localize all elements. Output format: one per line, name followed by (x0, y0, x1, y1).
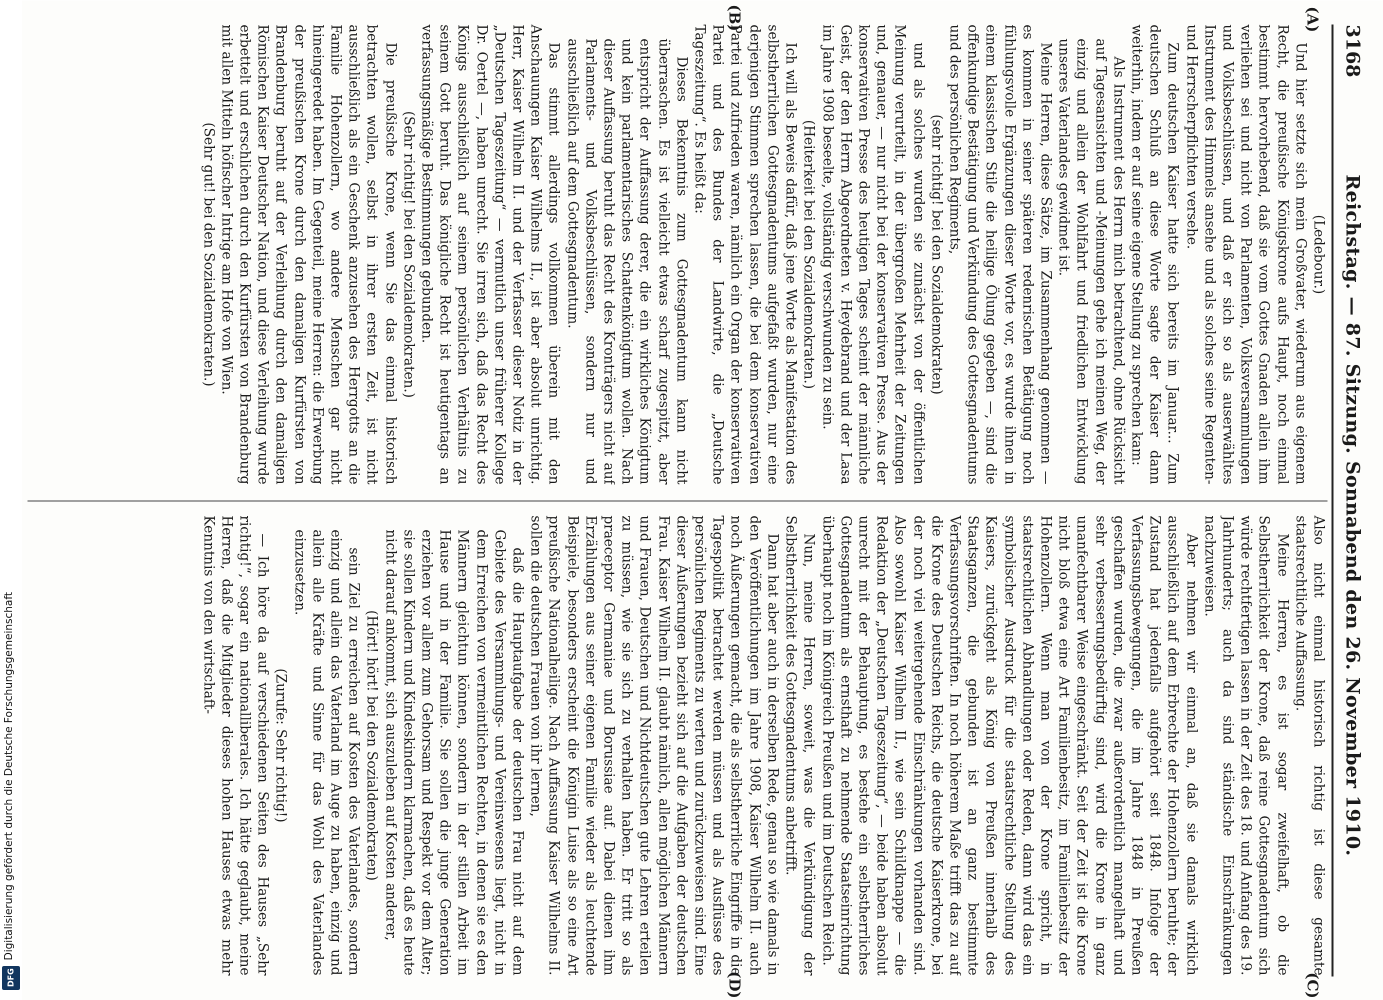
header-rule (1332, 24, 1334, 976)
paragraph: Die preußische Krone, wenn Sie das einmal historisch betrachten wollen, selbst in ihrer ersten Zeit, ist nicht ausschließlich als ein Geschenk anzusehen des Herrgotts an die Familie Hohenzollern, wo andere Menschen gar nicht hineingeredet haben. Im Gegenteil, meine Herren: die Erwerbung der preußischen Krone durch den damaligen Kurfürsten von Brandenburg beruht auf der Verleihung durch den damaligen Römischen Kaiser Deutscher Nation, und diese Verleihung wurde erbettelt und erschlichen durch den Kurfürsten von Brandenburg mit allen Mitteln höfischer Intrige am Hofe von Wien. (217, 24, 398, 484)
margin-mark-c: (C) (1303, 971, 1321, 998)
quote-paragraph: Als Instrument des Herrn mich betrachtend, ohne Rücksicht auf Tagesansichten und -Meinungen gehe ich meinen Weg, der einzig und allein der Wohlfahrt und friedlichen Entwicklung unseres Vaterlandes gewidmet ist. (1055, 38, 1126, 484)
paragraph: Das stimmt allerdings vollkommen überein mit den Anschauungen Kaiser Wilhelms II., ist aber absolut unrichtig. Herr, Kaiser Wilhelm II. und der Verfasser dieser Notiz in der „Deutschen Tageszeitung“ — vermutlich unser früherer Kollege Dr. Oertel —, haben unrecht. Sie irren sich, daß das Recht des Königs ausschließlich auf seinem persönlichen Verhältnis zu seinem Gott beruht. Das königliche Recht ist heutigentags an verfassungsmäßige Bestimmungen gebunden. (418, 24, 562, 484)
margin-mark-b: (B) (725, 4, 743, 31)
paragraph: Also nicht einmal historisch richtig ist diese gesamte staatsrechtliche Auffassung. (1291, 515, 1326, 975)
quote-paragraph: daß die Hauptaufgabe der deutschen Frau nicht auf dem Gebiete des Versammlungs- und Vereinswesens liegt, nicht in dem Erreichen von vermeintlichen Rechten, in denen sie es den Männern gleichtun können, sondern in der stillen Arbeit im Hause und in der Familie. Sie sollen die junge Generation erziehen vor allem zum Gehorsam und Respekt vor dem Alter; sie sollen Kindern und Kindeskindern klarmachen, daß es heute nicht darauf ankommt, sich auszuleben auf Kosten anderer, (381, 529, 526, 975)
interjection: (sehr richtig! bei den Sozialdemokraten) (927, 113, 944, 395)
column-separator (27, 500, 1327, 501)
speaker-label: (Ledebour.) (1310, 214, 1326, 294)
interjection: (Sehr gut! bei den Sozialdemokraten.) (199, 121, 216, 387)
interjection: (Hört! hört! bei den Sozialdemokraten) (363, 609, 380, 881)
page-number: 3168 (1341, 24, 1363, 77)
dfg-logo-icon: DFG (2, 966, 20, 990)
paragraph: Meine Herren, es ist sogar zweifelhaft, ob die Selbstherrlichkeit der Krone, daß reine Gottesgnadentum sich würde rechtfertigen lassen in der Zeit des 18. und Anfang des 19. Jahrhunderts; auch da sind ständische Einschränkungen nachzuweisen. (1200, 515, 1290, 975)
margin-mark-d: (D) (725, 970, 743, 998)
paragraph: Dann hat aber auch in derselben Rede, genau so wie damals in den Veröffentlichungen im Jahre 1908, Kaiser Wilhelm II. auch noch Äußerungen gemacht, die als selbstherrliche Eingriffe in die Tagespolitik betrachtet werden müssen und als Ausflüsse des persönlichen Regiments zu werten und zurückzuweisen sind. Eine dieser Äußerungen bezieht sich auf die Aufgaben der deutschen Frau. Kaiser Wilhelm II. glaubt nämlich, allen möglichen Männern und Frauen, Deutschen und Nichtdeutschen gute Lehren erteilen zu müssen, wie sie sich zu verhalten haben. Er tritt so als praeceptor Germaniae und Borussiae auf. Dabei dienen ihm Erzählungen aus seiner eigenen Familie wieder als leuchtende Beispiele, besonders erscheint die Königin Luise als so eine Art preußische Nationalheilige. Nach Auffassung Kaiser Wilhelms II. sollen die deutschen Frauen von ihr lernen, (527, 515, 780, 975)
quote-paragraph: Dieses Bekenntnis zum Gottesgnadentum kann nicht überraschen. Es ist vielleicht etwas scharf zugespitzt, aber entspricht der Auffassung derer, die ein wirkliches Königtum und kein parlamentarisches Schattenkönigtum wollen. Nach dieser Auffassung beruht das Recht des Kronträgers nicht auf Parlaments- und Volksbeschlüssen, sondern nur und ausschließlich auf dem Gottesgnadentum. (563, 38, 689, 484)
paragraph: Meine Herren, diese Sätze, im Zusammenhang genommen — es kommen in seiner späteren redenrischen Betätigung noch fühlungsvolle Ergänzungen dieser Worte vor, es wurde ihnen in einem klassischen Stile die heilige Ölung gegeben —, sind die offenkundige Bestätigung und Verkündung des Gottesgnadentums und des persönlichen Regiments, (945, 24, 1053, 484)
paragraph: Und hier setzte sich mein Großvater, wiederum aus eigenem Recht, die preußische Königskrone aufs Haupt, noch einmal bestimmt hervorhebend, daß sie vom Gottes Gnaden allein ihm verliehen sei und nicht von Parlamenten, Volksversammlungen und Volksbeschlüssen, und daß er sich so als auserwähltes Instrument des Himmels ansehe und als solches seine Regenten- und Herrscherpflichten versehe. (1182, 24, 1308, 484)
paragraph: und als solches wurden sie zunächst von der öffentlichen Meinung verurteilt, in der übergroßen Mehrheit der Zeitungen und, genauer, — nur nicht bei der konservativen Presse. Aus der konservativen Presse des heutigen Tages scheint der männliche Geist, der den Herrn Abgeordneten v. Heydebrand und der Lasa im Jahre 1908 beseelte, vollständig verschwunden zu sein. (818, 24, 926, 484)
running-head: Reichstag. — 87. Sitzung. Sonnabend den 26. November 1910. (1341, 174, 1363, 856)
paragraph: Zum deutschen Kaiser hatte sich bereits im Januar... Zum deutschen Schluß an diese Worte sagte der Kaiser dann weiterhin, indem er auf seine eigene Stellung zu sprechen kam: (1127, 24, 1181, 484)
interjection: (Zurufe: Sehr richtig!) (272, 667, 289, 823)
left-text-column (27, 24, 1327, 484)
funding-credit: Digitalisierung gefördert durch die Deutsche Forschungsgemeinschaft (3, 591, 15, 960)
paragraph: Ich will als Beweis dafür, daß jene Worte als Manifestation des selbstherrlichen Gottesgnadentums aufgefaßt wurden, nur eine derjenigen Stimmen sprechen lassen, die bei dem konservativen Partei und zufrieden waren, nämlich ein Organ der konservativen Partei und des Bundes der Landwirte, die „Deutsche Tageszeitung“. Es heißt da: (691, 24, 799, 484)
digitization-sidebar (0, 0, 22, 1000)
paragraph: — Ich höre da auf verschiedenen Seiten des Hauses „Sehr richtig!“, sogar ein nationalliberales. Ich hätte geglaubt, meine Herren, daß die Mitglieder dieses hohen Hauses etwas mehr Kenntnis von den wirtschaft- (199, 515, 271, 975)
page-header (1335, 24, 1363, 976)
interjection: (Sehr richtig! bei den Sozialdemokraten.) (399, 110, 416, 398)
interjection: (Heiterkeit bei den Sozialdemokraten.) (800, 119, 817, 389)
paragraph: Nun, meine Herren, soweit, was die Verkündigung der Selbstherrlichkeit des Gottesgnadentums anbetrifft. (782, 515, 817, 975)
right-text-column (27, 515, 1327, 975)
margin-mark-a: (A) (1303, 6, 1321, 32)
paragraph: Aber nehmen wir einmal an, daß sie damals wirklich ausschließlich auf dem Erbrechte der Hohenzollern beruhte; der Zustand hat jedenfalls aufgehört seit 1848. Infolge der Verfassungsbewegungen, die im Jahre 1848 in Preußen geschaffen wurden, die zwar außerordentlich mangelhaft und sehr verbesserungsbedürftig sind, wird die Krone in ganz unanfechtbarer Weise eingeschränkt. Seit der Zeit ist die Krone nicht bloß etwa eine Art Familienbesitz, im Familienbesitz der Hohenzollern. Wenn man von der Krone spricht, in staatsrechtlichen Abhandlungen oder Reden, dann wird das ein symbolischer Ausdruck für die staatsrechtliche Stellung des Kaisers, zurückgeht als König von Preußen innerhalb des Staatsganzen, die gebunden ist an ganz bestimmte Verfassungsvorschriften. In noch höherem Maße trifft das zu auf die Krone des Deutschen Reichs, die deutsche Kaiserkrone, bei der noch viel weitergehende Einschränkungen vorhanden sind. Also sowohl Kaiser Wilhelm II., wie sein Schildknappe — die Redaktion der „Deutschen Tageszeitung“, — beide haben absolut unrecht mit der Behauptung, es bestehe ein selbstherrliches Gottesgnadentum als ernsthaft zu nehmende Staatseinrichtung überhaupt noch im Königreich Preußen und im Deutschen Reich. (818, 515, 1199, 975)
quote-paragraph: sein Ziel zu erreichen auf Kosten des Vaterlandes, sondern einzig und allein das Vaterland im Auge zu haben, einzig und allein alle Kräfte und Sinne für das Wohl des Vaterlandes einzusetzen. (290, 529, 362, 975)
